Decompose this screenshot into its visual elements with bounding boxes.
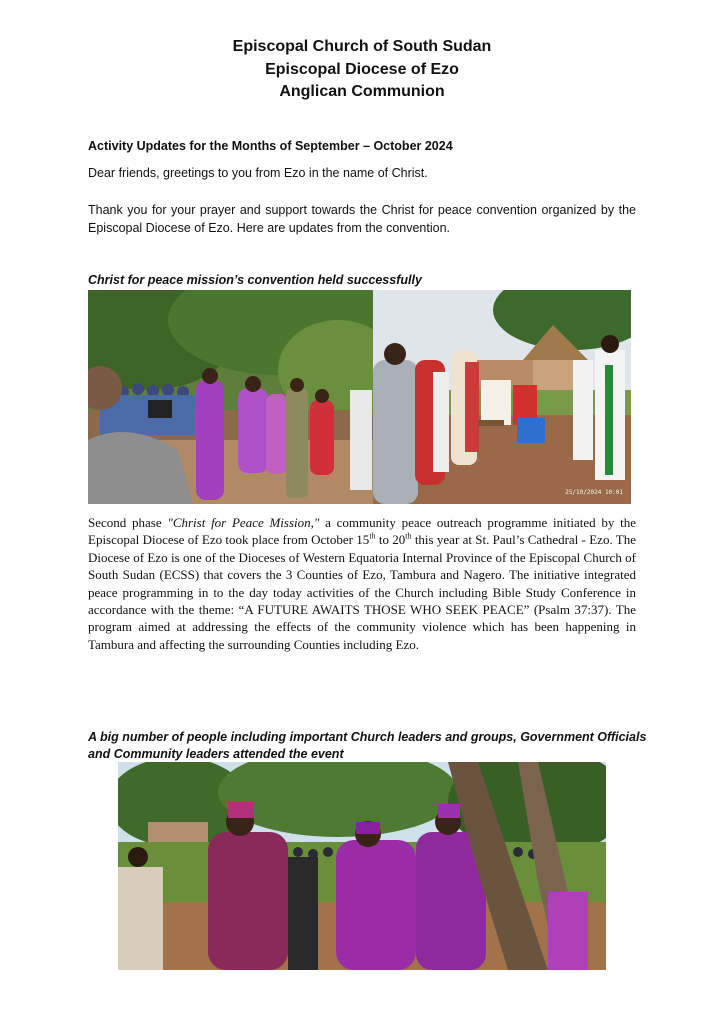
para-text-5: this year at St. Paul’s Cathedral - Ezo. The Diocese of Ezo is one of the Dioceses of Western Equatoria Internal Province of the Episcopal Church of South Sudan (ECSS) that covers the 3 Counties of Ezo, Tambura and Nagero. The initiative integrated peace programming in to the day today activities of the Church including Bible Study Conference in accordance with the theme: “A FUTURE AWAITS THOSE WHO SEEK PEACE” (Psalm 37:37). The program aimed at addressing the effects of the community violence which has been happening in Tambura and affecting the surrounding Counties including Ezo. xyxy=(88,532,636,652)
para-text-4: to 20 xyxy=(375,532,406,548)
mission-paragraph xyxy=(88,514,636,653)
document-header xyxy=(0,36,724,104)
sup-th-2: th xyxy=(405,532,412,542)
para-text-3: a community peace outreach programme initiated by the Episcopal Diocese of Ezo took place from October 15 xyxy=(88,515,636,548)
section2-caption: A big number of people including important Church leaders and groups, Government Officials and Community leaders attended the event xyxy=(88,730,647,761)
diocese-name: Episcopal Diocese of Ezo xyxy=(265,60,459,78)
sup-th-1: th xyxy=(369,532,376,542)
thanks-paragraph: Thank you for your prayer and support towards the Christ for peace convention organized by the Episcopal Diocese of Ezo. Here are updates from the convention. xyxy=(88,203,636,235)
section1-caption: Christ for peace mission’s convention held successfully xyxy=(88,273,422,287)
church-name: Episcopal Church of South Sudan xyxy=(232,38,492,55)
clergy-photo xyxy=(373,290,631,504)
communion-name: Anglican Communion xyxy=(279,83,445,100)
greeting-text: Dear friends, greetings to you from Ezo in the name of Christ. xyxy=(88,166,428,180)
activity-title: Activity Updates for the Months of September – October 2024 xyxy=(88,139,453,153)
bishops-procession-photo xyxy=(118,762,606,970)
mission-title: "Christ for Peace Mission," xyxy=(167,515,320,530)
para-text-1: Second phase xyxy=(88,515,168,530)
photo-timestamp: 25/10/2024 10:01 xyxy=(565,489,623,496)
procession-photo xyxy=(88,290,373,504)
